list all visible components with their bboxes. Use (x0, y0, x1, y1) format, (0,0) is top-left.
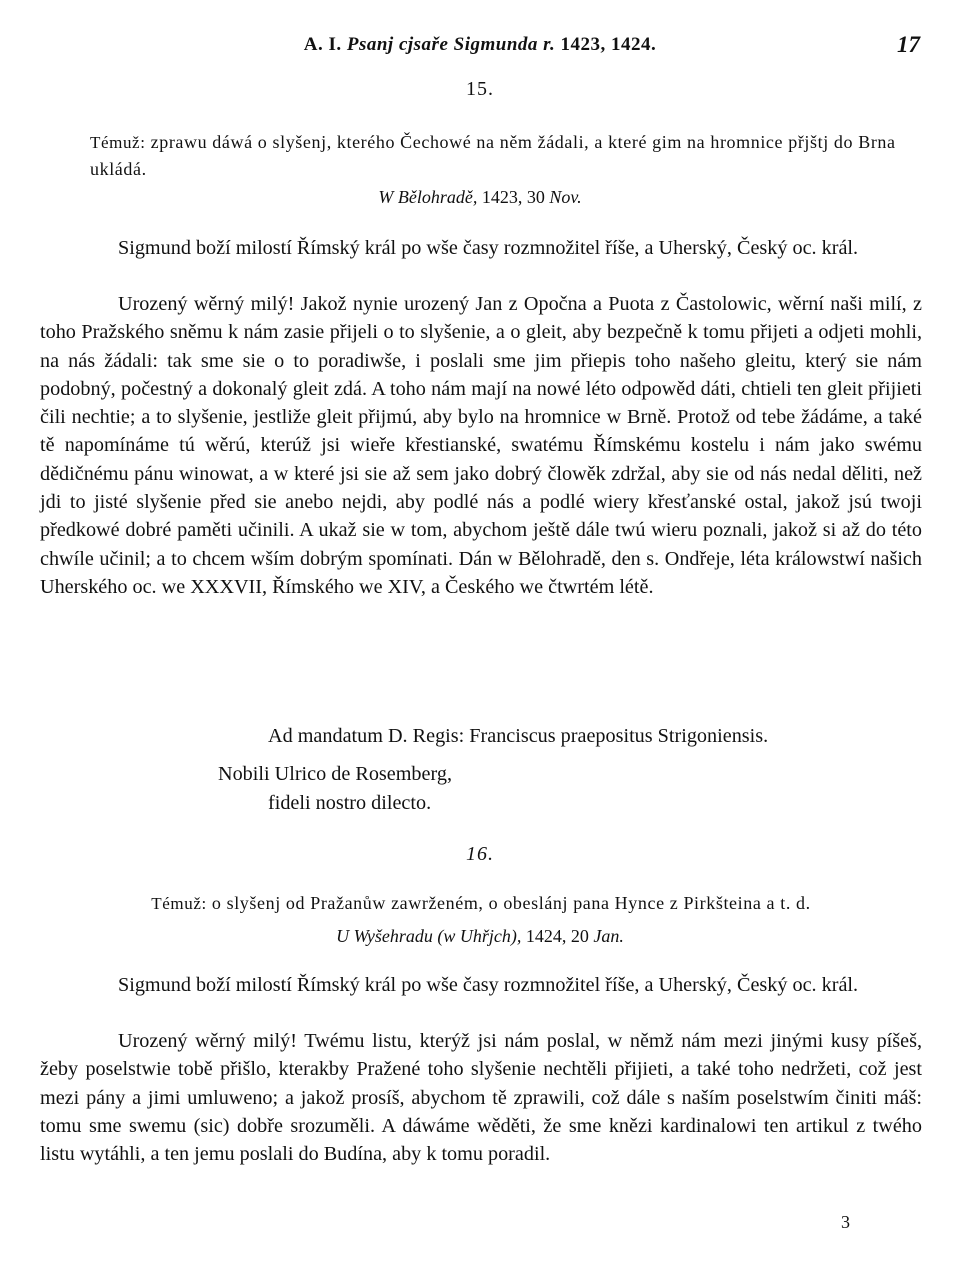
date-16: 1424, 20 (525, 926, 589, 946)
mandate-line: Ad mandatum D. Regis: Franciscus praepositus Strigoniensis. (268, 725, 769, 747)
regest-15 (40, 129, 922, 182)
running-title (40, 34, 920, 56)
running-years: 1423, 1424. (560, 34, 657, 55)
regest-text-15: zprawu dáwá o slyšenj, kterého Čechowé na něm žádali, a které gim na hromnice přjštj do Brna ukládá. (90, 132, 896, 179)
body-text-16: Urozený wěrný milý! Twému listu, kterýž jsi nám poslal, w němž nám mezi jinými kusy píšeš, žeby poselstwie tobě přišlo, kterakby Pražené toho slyšenie nechtěli přijieti, a také toho nedržeti, což jest mezi pány a jimi umluweno; a jakož prosíš, abychom tě zprawili, což dále s naším poselstwím činiti máš: tomu sme swemu (sic) dobře srozuměli. A dáwáme wěděti, že sme knězi kardinalowi ten artikul z twého listu wytáhli, a ten jemu poslali do Budína, aby k tomu poradil. (40, 1030, 922, 1166)
salutation-15: Sigmund boží milostí Římský král po wše časy rozmnožitel říše, a Uherský, Český oc. král. (118, 237, 859, 259)
regest-label-15: Témuž: (90, 133, 146, 152)
month-16: Jan. (593, 926, 624, 946)
month-15: Nov. (549, 187, 582, 207)
address-line-1: Nobili Ulrico de Rosemberg, (218, 763, 452, 785)
place-date-16 (0, 926, 960, 947)
document-number-16: 16. (466, 843, 494, 865)
regest-label-16: Témuž: (151, 894, 207, 913)
body-text-15: Urozený wěrný milý! Jakož nynie urozený Jan z Opočna a Puota z Častolowic, wěrní naši milí, z toho Pražského sněmu k nám zasie přijeli o to slyšenie, a o gleit, aby bezpečně k tomu přijeti a odjeti mohli, na nás žádali: tak sme sie o to poradiwše, i poslali sme jim přiepis toho našeho gleitu, který sie nám podobný, počestný a dokonalý gleit zdá. A toho nám mají na nowé léto odpowěd dáti, chtieli ten gleit přijieti čili nechtie; a to slyšenie, jestliže gleit přijmú, aby bylo na hromnice w Brně. Protož od tebe žádáme, a také tě napomínáme tú wěrú, kterúž jsi wieře křestianské, swatému Římskému kostelu i nám jako swému dědičnému pánu winowat, a w které jsi sie až sem jako dobrý člowěk zdržal, aby sie od nás nedal děliti, než jdi to jisté slyšenie před sie anebo nejdi, aby podlé nás a podlé wiery křesťanské ostal, jakož jsú twoji předkowé dobré paměti učinili. A ukaž sie w tom, abychom ještě dále twú wieru poznali, jakož si až do této chwíle učinil; a to chcem wším dobrým spomínati. Dán w Bělohradě, den s. Ondřeje, léta králowstwí našich Uherského oc. we XXXVII, Římského we XIV, a Českého we čtwrtém létě. (40, 293, 922, 598)
place-15: W Bělohradě, (378, 187, 478, 207)
date-15: 1423, 30 (481, 187, 545, 207)
signature-mark: 3 (841, 1212, 850, 1232)
running-header (40, 34, 920, 64)
address-line-2: fideli nostro dilecto. (268, 792, 432, 814)
page-number: 17 (897, 32, 920, 57)
regest-16 (40, 890, 922, 917)
regest-text-16: o slyšenj od Pražanůw zawrženém, o obeslánj pana Hynce z Pirkšteina a t. d. (211, 893, 811, 913)
place-date-15 (0, 187, 960, 208)
salutation-16: Sigmund boží milostí Římský král po wše časy rozmnožitel říše, a Uherský, Český oc. král. (118, 974, 859, 996)
running-prefix: A. I. (303, 34, 342, 55)
running-title-text: Psanj cjsaře Sigmunda r. (346, 34, 556, 55)
place-16: U Wyšehradu (w Uhřjch), (336, 926, 522, 946)
document-number-15: 15. (466, 78, 494, 100)
